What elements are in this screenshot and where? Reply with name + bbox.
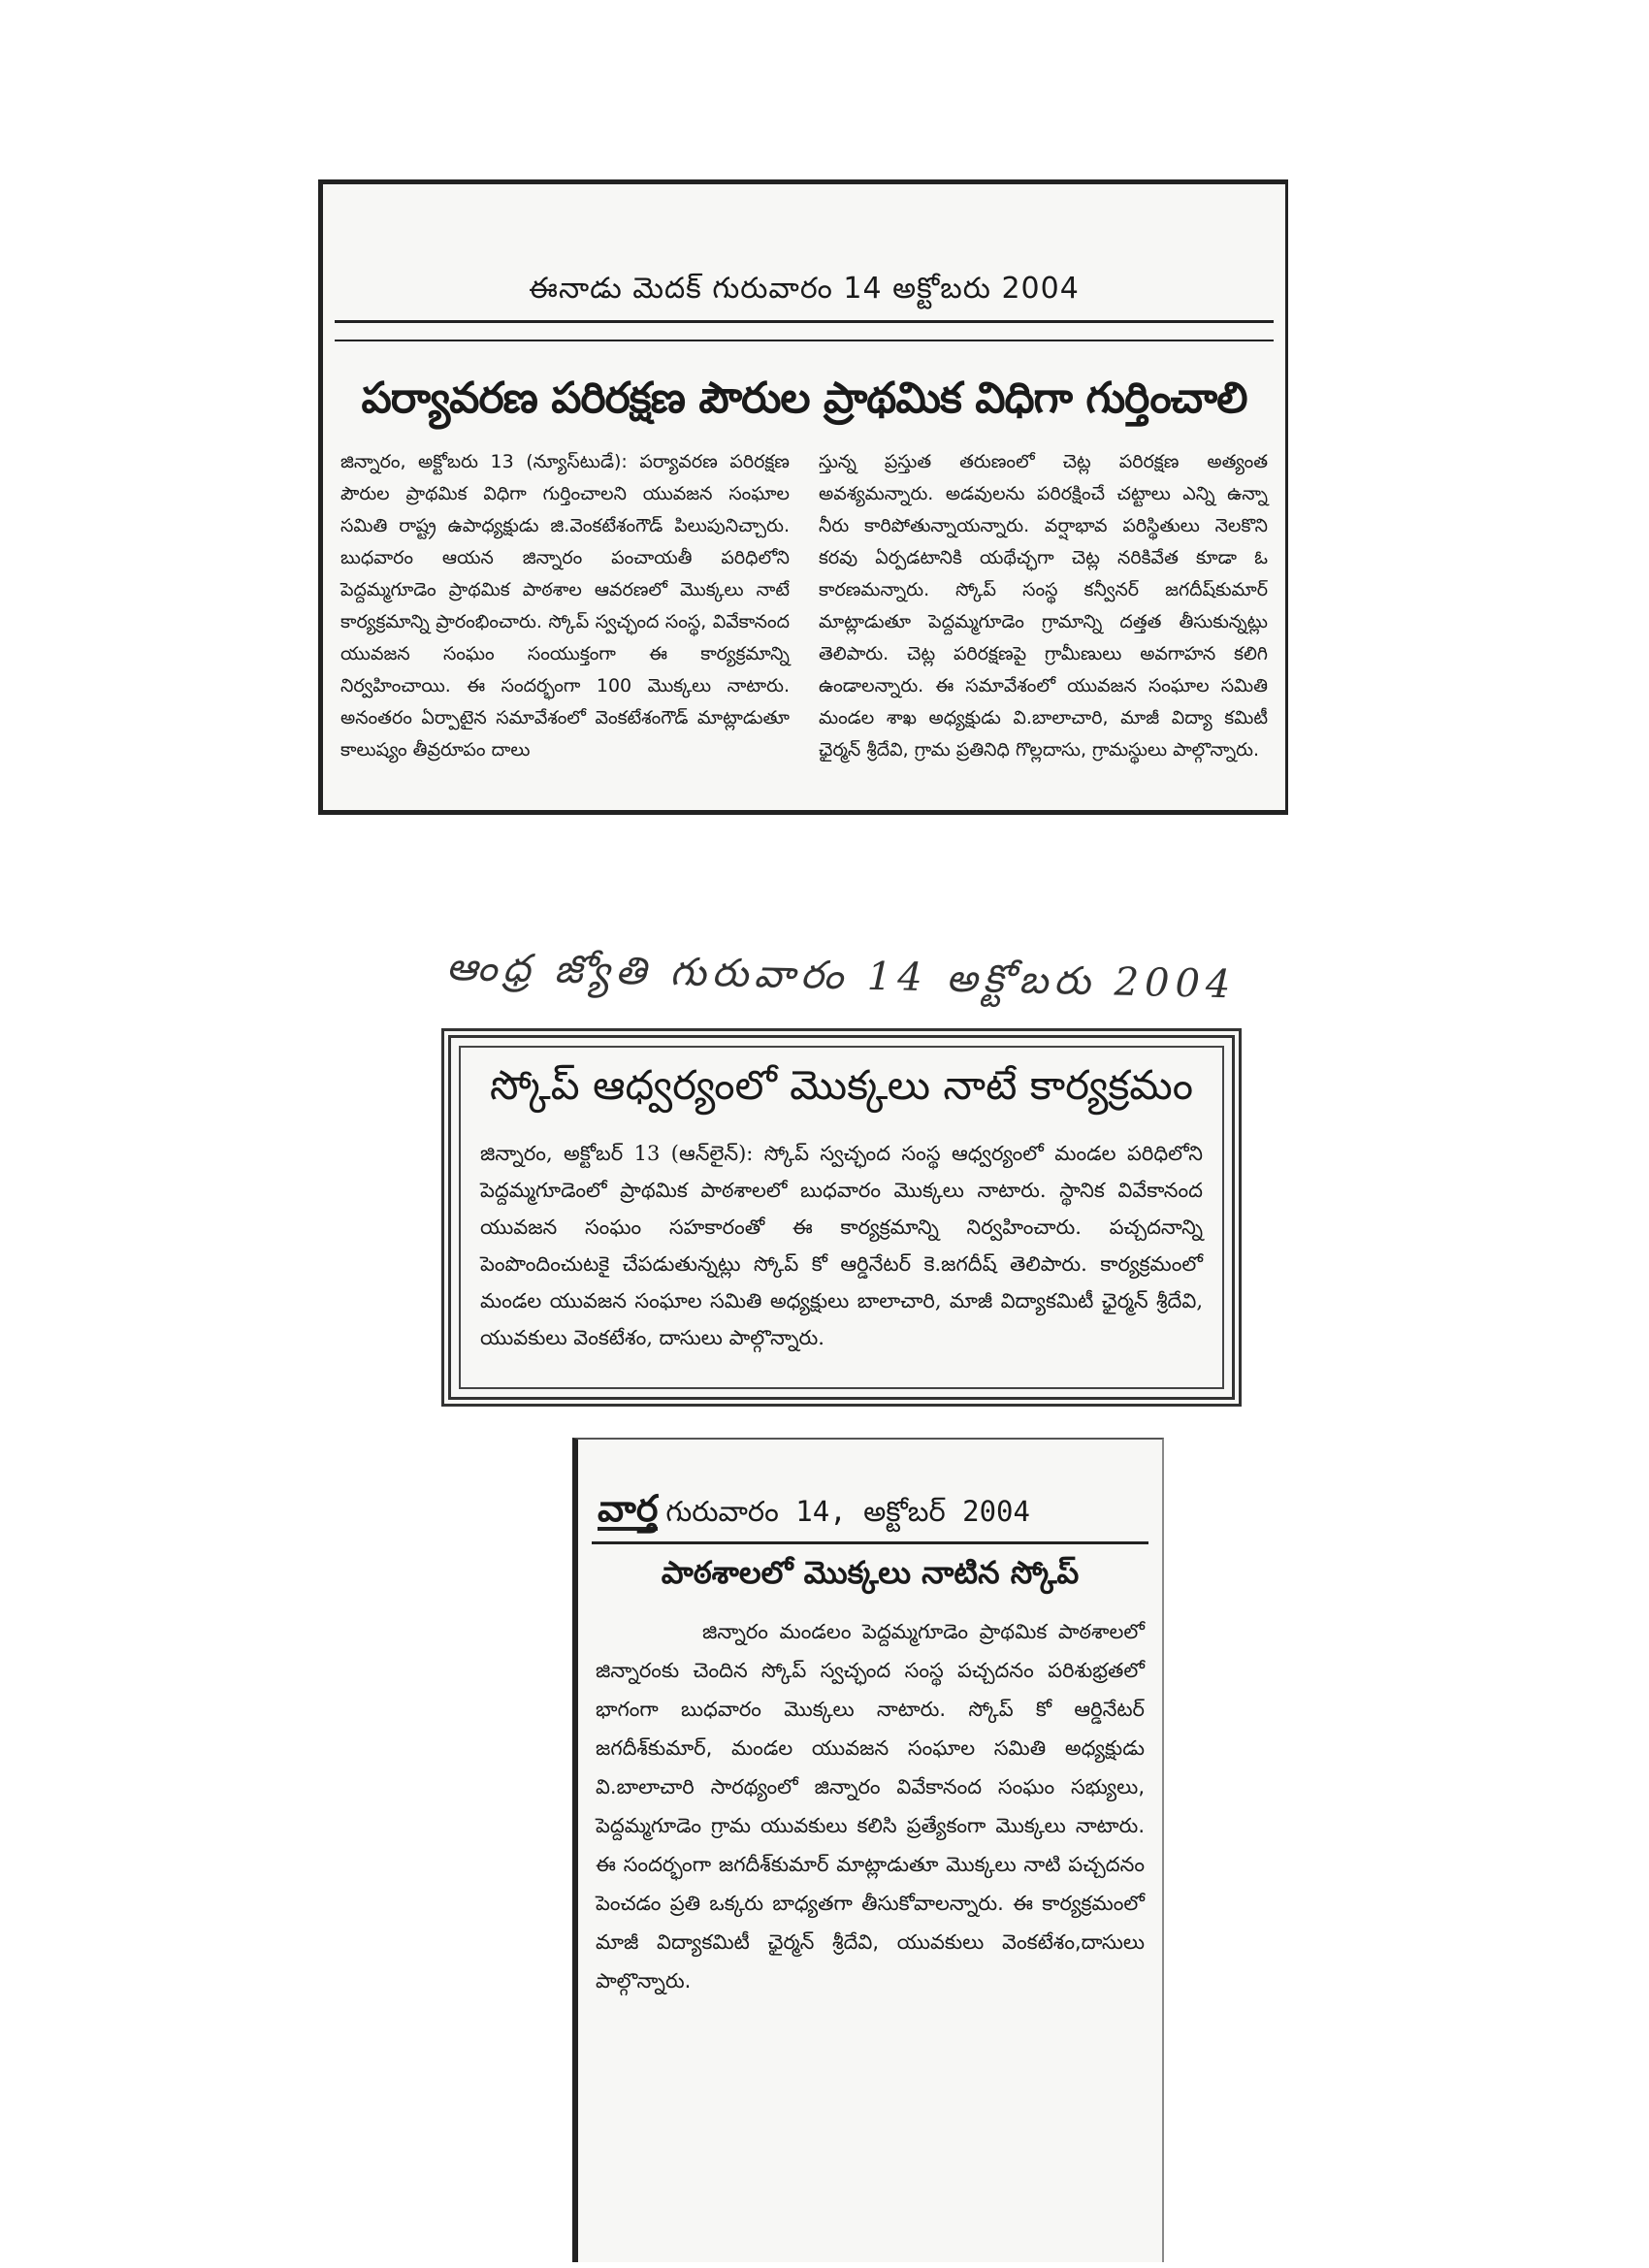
eenadu-headline: పర్యావరణ పరిరక్షణ పౌరుల ప్రాథమిక విధిగా గుర్తించాలి — [361, 373, 1247, 423]
article-column-2: స్తున్న ప్రస్తుత తరుణంలో చెట్ల పరిరక్షణ అత్యంత అవశ్యమన్నారు. అడవులను పరిరక్షించే చట్టాలు ఎన్ని ఉన్నా నీరు కారిపోతున్నాయన్నారు. వర్షాభావ పరిస్థితులు నెలకొని కరవు ఏర్పడటానికి యథేచ్ఛగా చెట్ల నరికివేత కూడా ఓ కారణమన్నారు. స్కోప్ సంస్థ కన్వీనర్ జగదీష్‌కుమార్ మాట్లాడుతూ పెద్దమ్మగూడెం గ్రామాన్ని దత్తత తీసుకున్నట్లు తెలిపారు. చెట్ల పరిరక్షణపై గ్రామీణులు అవగాహన కలిగి ఉండాలన్నారు. ఈ సమావేశంలో యువజన సంఘాల సమితి మండల శాఖ అధ్యక్షుడు వి.బాలాచారి, మాజీ విద్యా కమిటీ ఛైర్మన్ శ్రీదేవి, గ్రామ ప్రతినిధి గొల్లదాసు, గ్రామస్థులు పాల్గొన్నారు. — [819, 451, 1268, 761]
vaartha-masthead — [598, 1487, 1148, 1536]
clipping-frame — [459, 1046, 1224, 1389]
vaartha-article-body: జిన్నారం మండలం పెద్దమ్మగూడెం ప్రాథమిక పాఠశాలలో జిన్నారంకు చెందిన స్కోప్ స్వచ్ఛంద సంస్థ పచ్చదనం పరిశుభ్రతలో భాగంగా బుధవారం మొక్కలు నాటారు. స్కోప్ కో ఆర్డినేటర్ జగదీశ్‌కుమార్, మండల యువజన సంఘాల సమితి అధ్యక్షుడు వి.బాలాచారి సారథ్యంలో జిన్నారం వివేకానంద సంఘం సభ్యులు, పెద్దమ్మగూడెం గ్రామ యువకులు కలిసి ప్రత్యేకంగా మొక్కలు నాటారు. ఈ సందర్భంగా జగదీశ్‌కుమార్ మాట్లాడుతూ మొక్కలు నాటి పచ్చదనం పెంచడం ప్రతి ఒక్కరు బాధ్యతగా తీసుకోవాలన్నారు. ఈ కార్యక్రమంలో మాజీ విద్యాకమిటీ ఛైర్మన్ శ్రీదేవి, యువకులు వెంకటేశం,దాసులు పాల్గొన్నారు. — [596, 1620, 1145, 1993]
divider — [335, 340, 1274, 341]
vaartha-clipping — [572, 1438, 1164, 2262]
vaartha-date: గురువారం 14, అక్టోబర్ 2004 — [665, 1495, 1030, 1528]
eenadu-clipping — [318, 179, 1288, 815]
andhra-jyothi-article-body: జిన్నారం, అక్టోబర్ 13 (ఆన్‌లైన్): స్కోప్ స్వచ్ఛంద సంస్థ ఆధ్వర్యంలో మండల పరిధిలోని పెద్దమ్మగూడెంలో ప్రాథమిక పాఠశాలలో బుధవారం మొక్కలు నాటారు. స్థానిక వివేకానంద యువజన సంఘం సహకారంతో ఈ కార్యక్రమాన్ని నిర్వహించారు. పచ్చదనాన్ని పెంపొందించుటకై చేపడుతున్నట్లు స్కోప్ కో ఆర్డినేటర్ కె.జగదీష్ తెలిపారు. కార్యక్రమంలో మండల యువజన సంఘాల సమితి అధ్యక్షులు బాలాచారి, మాజీ విద్యాకమిటీ ఛైర్మన్ శ్రీదేవి, యువకులు వెంకటేశం, దాసులు పాల్గొన్నారు. — [480, 1142, 1203, 1349]
vaartha-logo: వార్త — [598, 1487, 659, 1530]
andhra-jyothi-headline: స్కోప్ ఆధ్వర్యంలో మొక్కలు నాటే కార్యక్రమం — [490, 1061, 1193, 1109]
vaartha-headline: పాఠశాలలో మొక్కలు నాటిన స్కోప్ — [661, 1554, 1080, 1591]
divider — [592, 1541, 1148, 1544]
eenadu-dateline: ఈనాడు మెదక్ గురువారం 14 అక్టోబరు 2004 — [529, 272, 1080, 306]
article-column-1: జిన్నారం, అక్టోబరు 13 (న్యూస్‌టుడే): పర్యావరణ పరిరక్షణ పౌరుల ప్రాథమిక విధిగా గుర్తించాలని యువజన సంఘాల సమితి రాష్ట్ర ఉపాధ్యక్షుడు జి.వెంకటేశంగౌడ్ పిలుపునిచ్చారు. బుధవారం ఆయన జిన్నారం పంచాయతీ పరిధిలోని పెద్దమ్మగూడెం ప్రాథమిక పాఠశాల ఆవరణలో మొక్కలు నాటే కార్యక్రమాన్ని ప్రారంభించారు. స్కోప్ స్వచ్ఛంద సంస్థ, వివేకానంద యువజన సంఘం సంయుక్తంగా ఈ కార్యక్రమాన్ని నిర్వహించాయి. ఈ సందర్భంగా 100 మొక్కలు నాటారు. అనంతరం ఏర్పాటైన సమావేశంలో వెంకటేశంగౌడ్ మాట్లాడుతూ కాలుష్యం తీవ్రరూపం దాలు — [340, 451, 790, 761]
handwritten-source-note: ఆంధ్ర జ్యోతి గురువారం 14 అక్టోబరు 2004 — [445, 944, 1237, 1008]
andhra-jyothi-clipping — [441, 1028, 1242, 1407]
divider — [335, 320, 1274, 323]
eenadu-article-body — [340, 446, 1268, 766]
